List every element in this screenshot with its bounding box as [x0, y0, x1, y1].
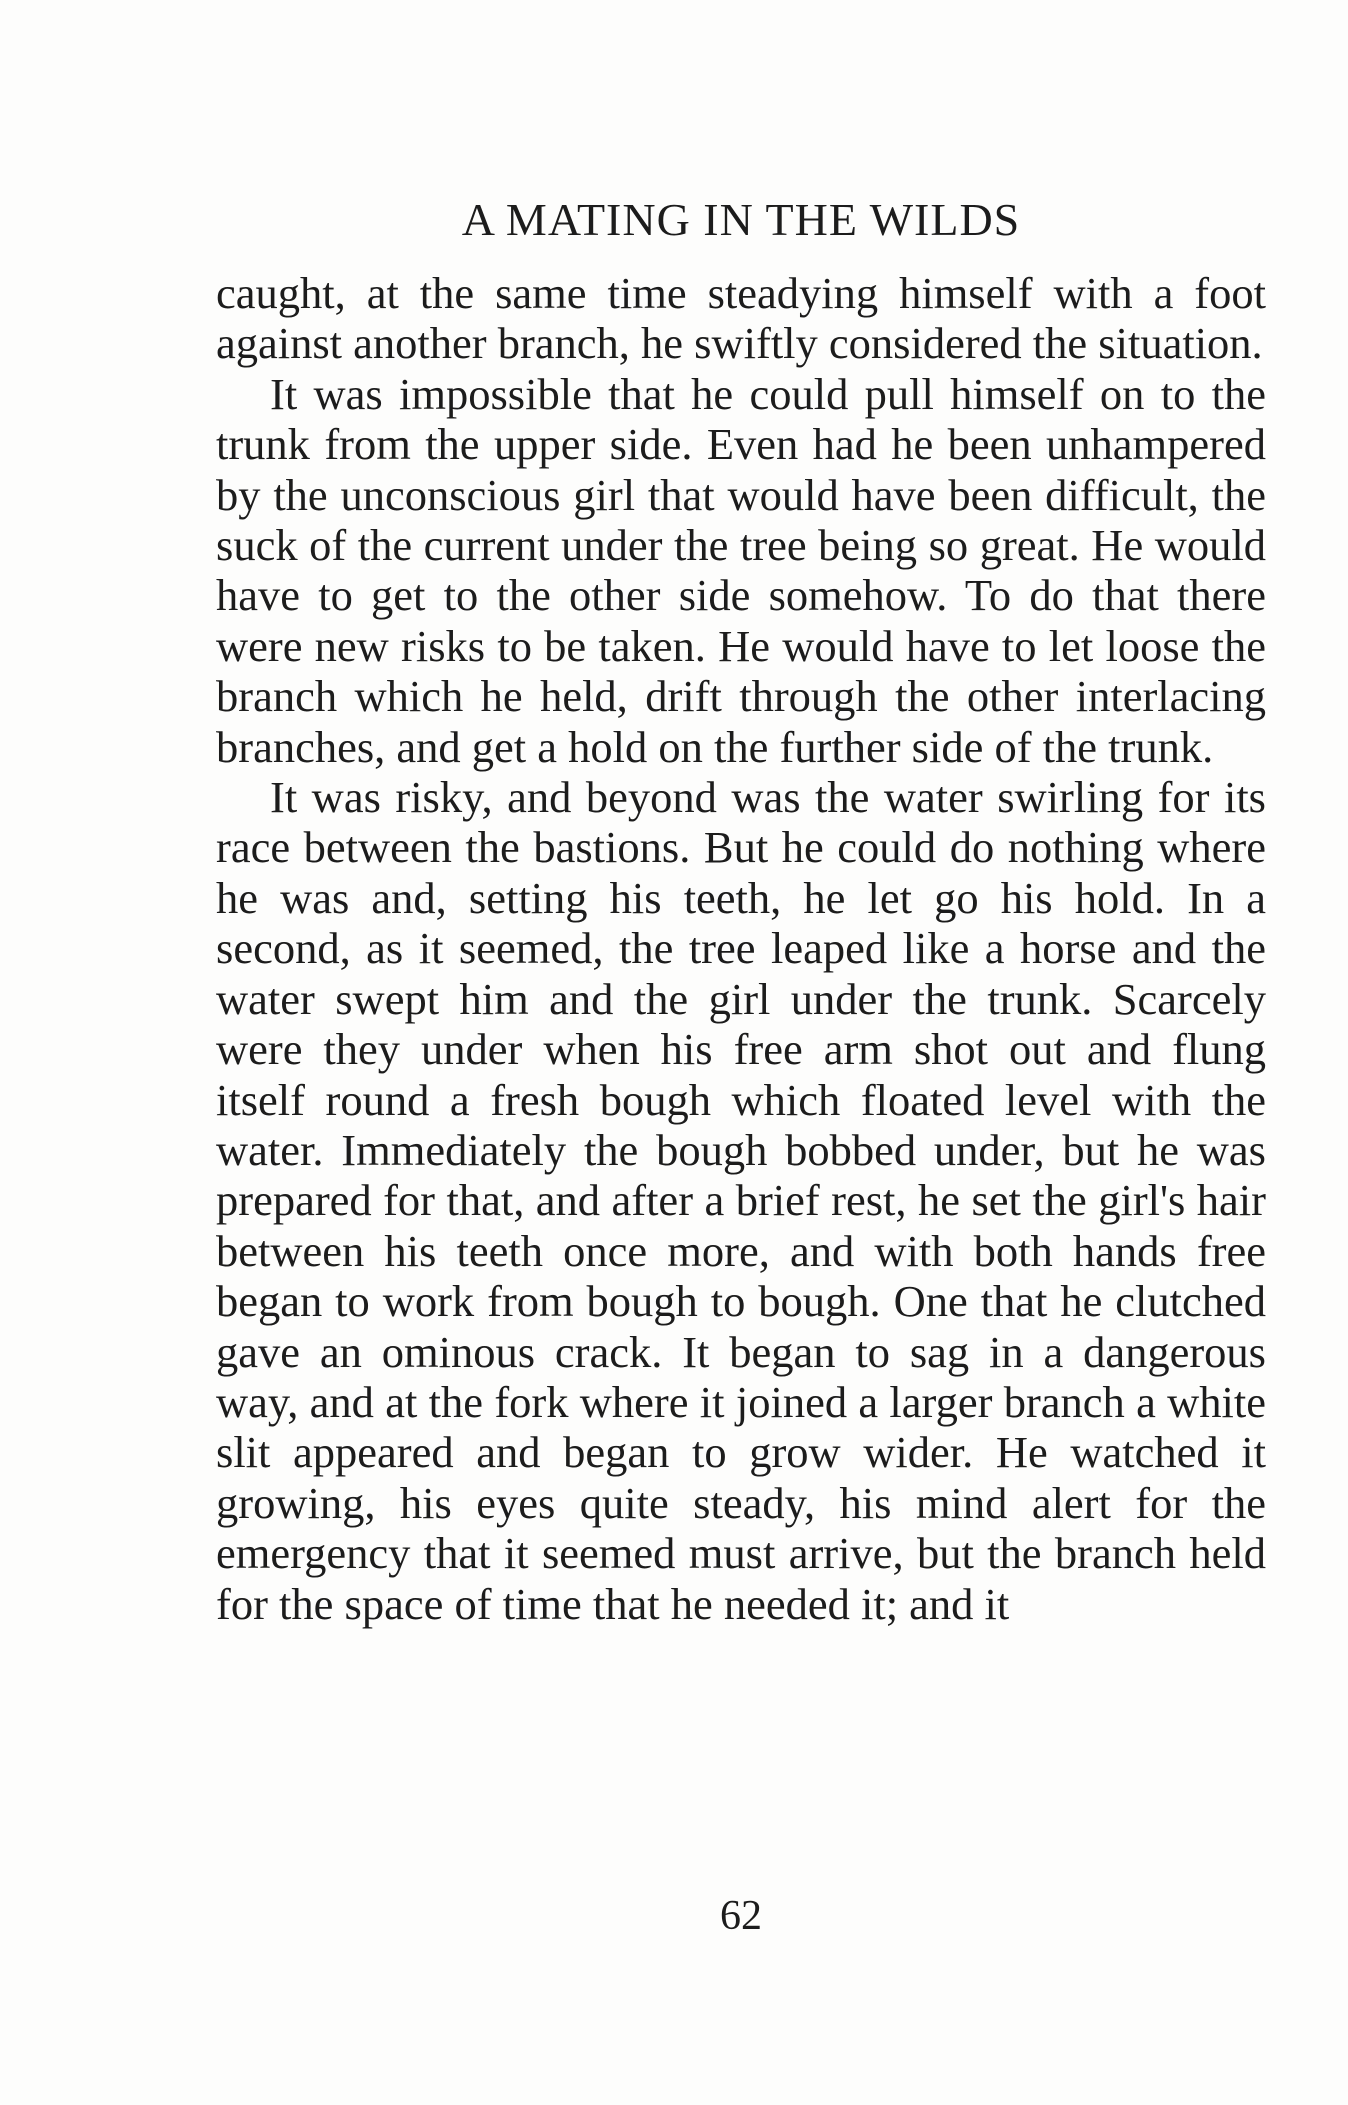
paragraph-continued: caught, at the same time steadying himself with a foot against another branch, he swiftly considered the situation. — [216, 268, 1266, 369]
running-head: A MATING IN THE WILDS — [461, 194, 1021, 245]
paragraph: It was risky, and beyond was the water swirling for its race between the bastions. But he could do nothing where he was and, setting his teeth, he let go his hold. In a second, as it seemed, the tree leaped like a horse and the water swept him and the girl under the trunk. Scarcely were they under when his free arm shot out and flung itself round a fresh bough which floated level with the water. Immediately the bough bobbed under, but he was prepared for that, and after a brief rest, he set the girl's hair between his teeth once more, and with both hands free began to work from bough to bough. One that he clutched gave an ominous crack. It began to sag in a dangerous way, and at the fork where it joined a larger branch a white slit appeared and began to grow wider. He watched it growing, his eyes quite steady, his mind alert for the emergency that it seemed must arrive, but the branch held for the space of time that he needed it; and it — [216, 772, 1266, 1629]
paragraph: It was impossible that he could pull himself on to the trunk from the upper side. Even had he been unhampered by the unconscious girl that would have been difficult, the suck of the current under the tree being so great. He would have to get to the other side somehow. To do that there were new risks to be taken. He would have to let loose the branch which he held, drift through the other interlacing branches, and get a hold on the further side of the trunk. — [216, 368, 1266, 772]
page-number: 62 — [720, 1893, 762, 1939]
body-text — [216, 268, 1266, 1629]
